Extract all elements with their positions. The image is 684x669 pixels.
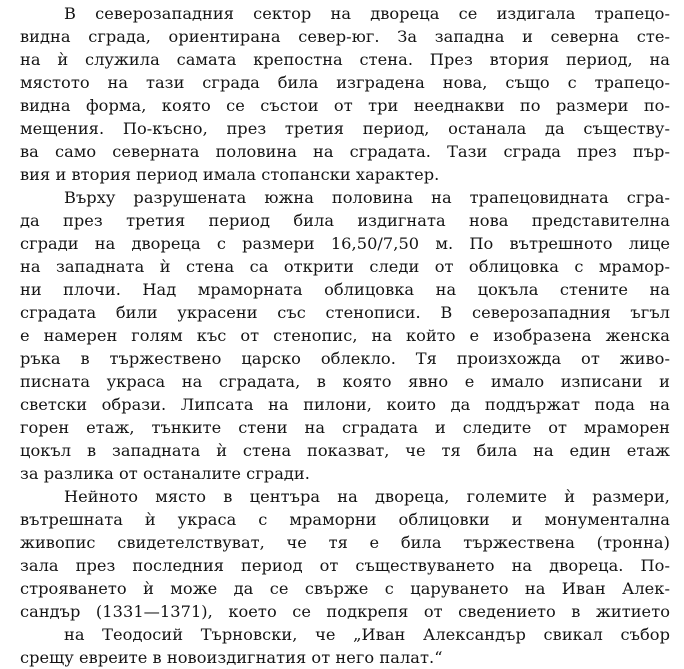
text-line: строяването ѝ може да се свърже с царуването на Иван Алек-: [20, 579, 670, 598]
text-line: сгради на двореца с размери 16,50/7,50 м. По вътрешното лице: [20, 234, 670, 253]
text-line: сградата били украсени със стенописи. В северозападния ъгъл: [20, 303, 670, 322]
text-line: светски образи. Липсата на пилони, които да поддържат пода на: [20, 395, 670, 414]
text-line: на Теодосий Търновски, че „Иван Александър свикал събор: [64, 625, 670, 644]
text-line: мястото на тази сграда била изградена нова, също с трапецо-: [20, 73, 670, 92]
text-line: ни плочи. Над мраморната облицовка на цокъла стените на: [20, 280, 670, 299]
text-line: писната украса на сградата, в която явно е имало изписани и: [20, 372, 670, 391]
text-line: цокъл в западната ѝ стена показват, че тя била на един етаж: [20, 441, 670, 460]
text-line: зала през последния период от съществуването на двореца. По-: [20, 556, 670, 575]
text-line: срещу евреите в новоиздигнатия от него палат.“: [20, 648, 443, 667]
text-line: вътрешната ѝ украса с мраморни облицовки и монументална: [20, 510, 670, 529]
text-line: ръка в тържествено царско облекло. Тя произхожда от живо-: [20, 349, 670, 368]
text-line: горен етаж, тънките стени на сградата и следите от мраморен: [20, 418, 670, 437]
text-line: вия и втория период имала стопански характер.: [20, 165, 440, 184]
text-line: на ѝ служила самата крепостна стена. През втория период, на: [20, 50, 670, 69]
text-line: живопис свидетелствуват, че тя е била тържествена (тронна): [20, 533, 670, 552]
text-line: да през третия период била издигната нова представителна: [20, 211, 670, 230]
text-line: сандър (1331—1371), което се подкрепя от сведението в житието: [20, 602, 670, 621]
text-line: за разлика от останалите сгради.: [20, 464, 310, 483]
text-line: на западната ѝ стена са открити следи от облицовка с мрамор-: [20, 257, 670, 276]
text-line: видна сграда, ориентирана север-юг. За западна и северна сте-: [20, 27, 670, 46]
text-line: В северозападния сектор на двореца се издигала трапецо-: [64, 4, 670, 23]
text-line: Нейното място в центъра на двореца, големите ѝ размери,: [64, 487, 670, 506]
text-line: Върху разрушената южна половина на трапецовидната сгра-: [64, 188, 670, 207]
body-text: [20, 2, 670, 669]
text-line: мещения. По-късно, през третия период, останала да съществу-: [20, 119, 670, 138]
text-line: е намерен голям къс от стенопис, на който е изобразена женска: [20, 326, 670, 345]
text-line: ва само северната половина на сградата. Тази сграда през пър-: [20, 142, 670, 161]
text-line: видна форма, която се състои от три нееднакви по размери по-: [20, 96, 670, 115]
